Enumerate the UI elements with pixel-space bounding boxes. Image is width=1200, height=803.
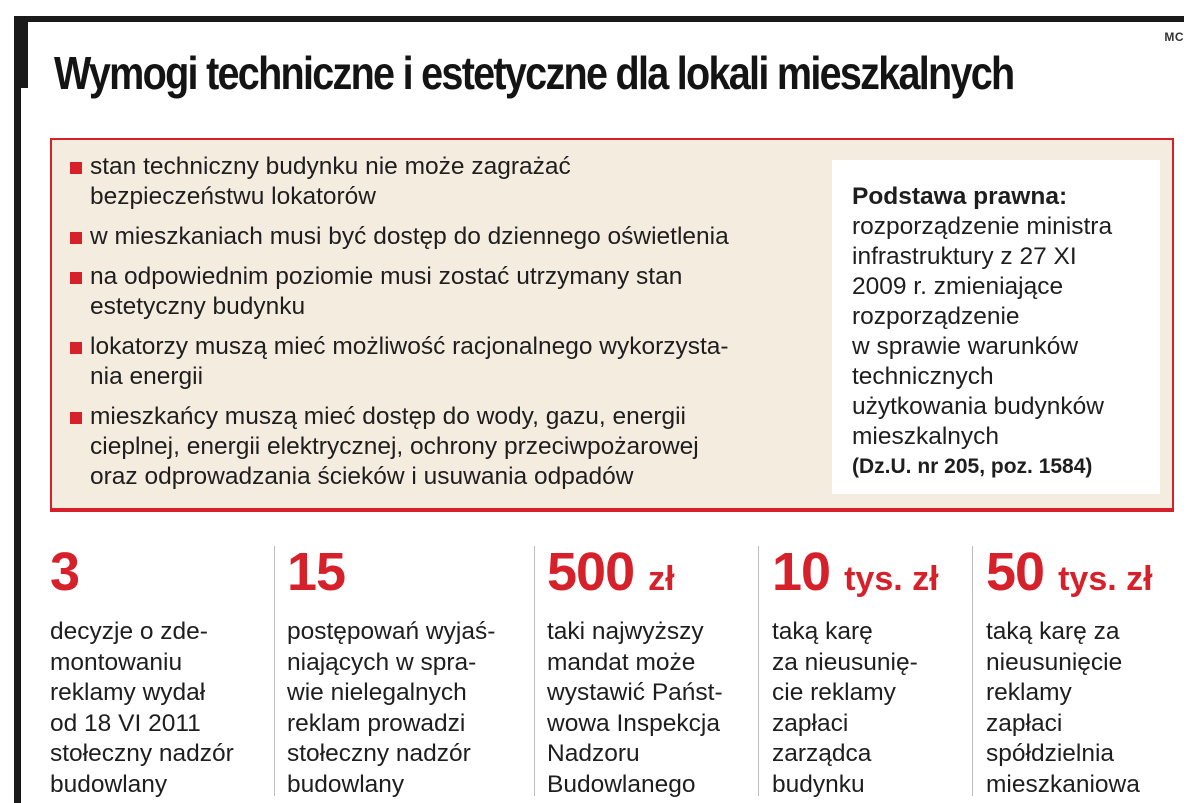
stat-value: 10 bbox=[772, 542, 831, 602]
stat-description bbox=[50, 617, 275, 800]
column-divider bbox=[274, 546, 275, 796]
stat-line: reklamy bbox=[986, 679, 1072, 706]
stat-line: od 18 VI 2011 bbox=[50, 709, 201, 737]
stat-line: zarządca bbox=[772, 740, 872, 767]
stat-line: wystawić Państ- bbox=[547, 679, 723, 706]
stat-block bbox=[287, 540, 532, 803]
stat-line: budowlany bbox=[287, 770, 405, 798]
requirement-item bbox=[70, 152, 815, 212]
legal-basis-heading: Podstawa prawna: bbox=[852, 183, 1068, 210]
statistics-row bbox=[50, 540, 1180, 803]
column-divider bbox=[758, 546, 759, 796]
requirement-item bbox=[70, 222, 815, 252]
requirement-line: w mieszkaniach musi być dostęp do dziennego oświetlenia bbox=[90, 223, 729, 250]
stat-line: Budowlanego bbox=[547, 770, 696, 798]
top-rule bbox=[14, 16, 1184, 22]
requirement-line: na odpowiednim poziomie musi zostać utrzymany stan bbox=[90, 263, 683, 290]
requirements-list bbox=[70, 152, 815, 502]
stat-line: reklam prowadzi bbox=[287, 709, 466, 737]
requirement-item bbox=[70, 402, 815, 492]
stat-line: spółdzielnia bbox=[986, 740, 1115, 767]
stat-number bbox=[287, 540, 532, 611]
stat-line: decyzje o zde- bbox=[50, 618, 208, 645]
requirement-line: cieplnej, energii elektrycznej, ochrony przeciwpożarowej bbox=[90, 433, 699, 460]
legal-line: 2009 r. zmieniające bbox=[852, 273, 1064, 300]
stat-number bbox=[50, 540, 275, 611]
column-divider bbox=[972, 546, 973, 796]
stat-line: budowlany bbox=[50, 770, 168, 798]
stat-line: mandat może bbox=[547, 648, 696, 676]
stat-description bbox=[547, 617, 757, 800]
square-bullet-icon bbox=[70, 342, 82, 354]
stat-line: postępowań wyjaś- bbox=[287, 618, 496, 645]
square-bullet-icon bbox=[70, 412, 82, 424]
requirement-line: bezpieczeństwu lokatorów bbox=[90, 183, 376, 210]
stat-line: niających w spra- bbox=[287, 648, 477, 676]
requirement-line: mieszkańcy muszą mieć dostęp do wody, gazu, energii bbox=[90, 403, 686, 430]
stat-unit: zł bbox=[648, 560, 675, 598]
legal-line: rozporządzenie ministra bbox=[852, 213, 1113, 240]
stat-line: taki najwyższy bbox=[547, 618, 704, 645]
column-divider bbox=[534, 546, 535, 796]
legal-line: w sprawie warunków bbox=[852, 333, 1079, 360]
square-bullet-icon bbox=[70, 272, 82, 284]
stat-description bbox=[986, 617, 1180, 800]
requirement-item bbox=[70, 262, 815, 322]
stat-line: mieszkaniowa bbox=[986, 770, 1140, 798]
requirements-box bbox=[50, 138, 1174, 512]
requirement-line: stan techniczny budynku nie może zagrażać bbox=[90, 153, 571, 180]
stat-block bbox=[986, 540, 1180, 803]
stat-block bbox=[50, 540, 275, 803]
legal-line: technicznych bbox=[852, 363, 994, 390]
stat-line: montowaniu bbox=[50, 648, 183, 676]
stat-unit: tys. zł bbox=[844, 560, 939, 598]
stat-line: taką karę bbox=[772, 618, 873, 645]
stat-number bbox=[772, 540, 982, 611]
stat-line: wowa Inspekcja bbox=[547, 709, 720, 737]
requirement-item bbox=[70, 332, 815, 392]
requirement-line: nia energii bbox=[90, 363, 204, 390]
stat-block bbox=[547, 540, 757, 803]
stat-line: budynku bbox=[772, 770, 865, 798]
author-credit: MC bbox=[1164, 30, 1184, 44]
stat-line: nieusunięcie bbox=[986, 648, 1123, 676]
stat-line: cie reklamy bbox=[772, 679, 896, 706]
stat-value: 3 bbox=[50, 542, 80, 602]
stat-line: stołeczny nadzór bbox=[50, 740, 234, 767]
stat-line: Nadzoru bbox=[547, 740, 640, 767]
stat-description bbox=[772, 617, 982, 800]
stat-line: taką karę za bbox=[986, 618, 1120, 645]
legal-basis-text bbox=[852, 212, 1146, 452]
stat-line: zapłaci bbox=[772, 709, 849, 737]
stat-number bbox=[986, 540, 1180, 611]
stat-value: 500 bbox=[547, 542, 635, 602]
side-rule bbox=[14, 16, 21, 803]
legal-line: mieszkalnych bbox=[852, 423, 1000, 450]
square-bullet-icon bbox=[70, 162, 82, 174]
stat-block bbox=[772, 540, 982, 803]
square-bullet-icon bbox=[70, 232, 82, 244]
stat-value: 15 bbox=[287, 542, 346, 602]
legal-line: użytkowania budynków bbox=[852, 393, 1104, 420]
stat-line: stołeczny nadzór bbox=[287, 740, 471, 767]
page-title: Wymogi techniczne i estetyczne dla lokali mieszkalnych bbox=[54, 47, 1014, 99]
corner-accent bbox=[14, 16, 28, 88]
stat-line: zapłaci bbox=[986, 709, 1063, 737]
requirement-line: estetyczny budynku bbox=[90, 293, 306, 320]
requirement-line: lokatorzy muszą mieć możliwość racjonalnego wykorzysta- bbox=[90, 333, 729, 360]
stat-line: reklamy wydał bbox=[50, 679, 206, 706]
legal-line: infrastruktury z 27 XI bbox=[852, 243, 1077, 270]
legal-basis-panel bbox=[832, 160, 1160, 494]
stat-value: 50 bbox=[986, 542, 1045, 602]
legal-reference: (Dz.U. nr 205, poz. 1584) bbox=[852, 455, 1093, 478]
requirement-line: oraz odprowadzania ścieków i usuwania odpadów bbox=[90, 463, 634, 490]
stat-unit: tys. zł bbox=[1058, 560, 1153, 598]
stat-number bbox=[547, 540, 757, 611]
legal-line: rozporządzenie bbox=[852, 303, 1020, 330]
stat-description bbox=[287, 617, 532, 800]
stat-line: wie nielegalnych bbox=[287, 679, 467, 706]
stat-line: za nieusunię- bbox=[772, 648, 918, 676]
